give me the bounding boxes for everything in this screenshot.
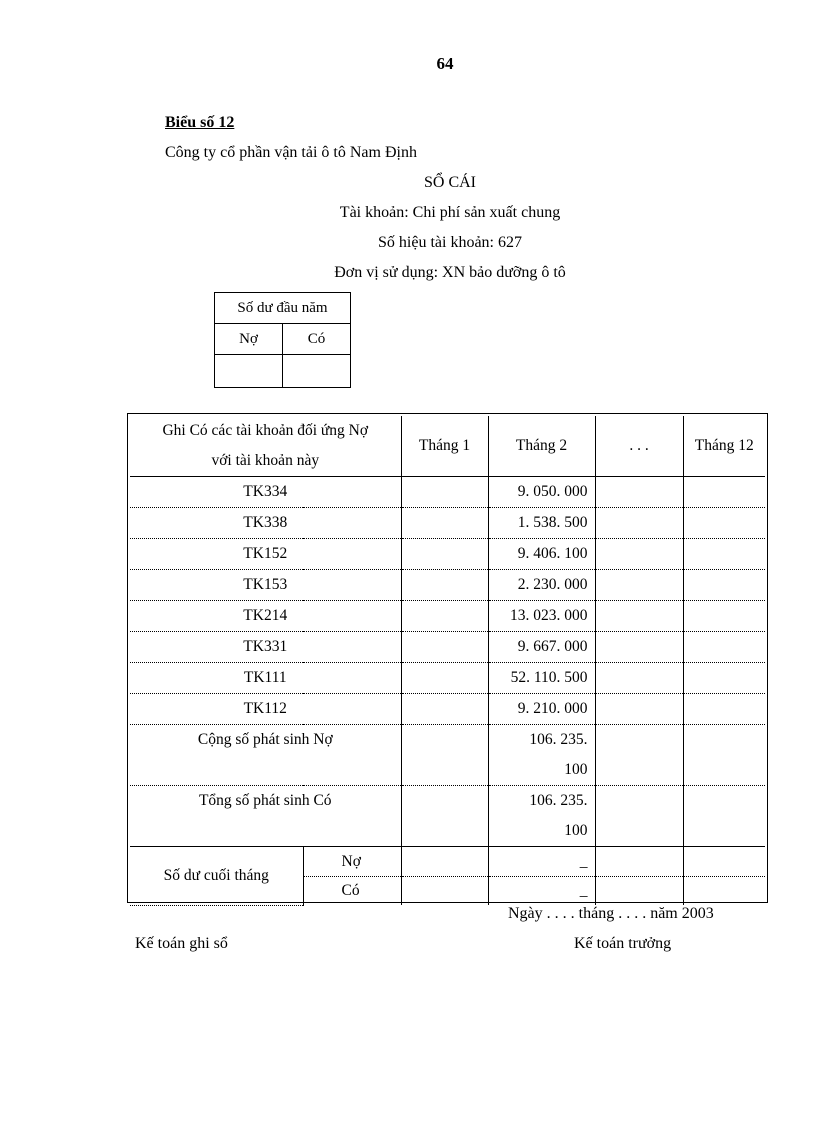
account-number: Số hiệu tài khoản: 627 bbox=[378, 234, 522, 251]
closing-debit-month-12 bbox=[683, 847, 765, 877]
row-month-1 bbox=[401, 570, 488, 601]
row-ellipsis bbox=[595, 663, 683, 694]
row-ellipsis bbox=[595, 477, 683, 508]
row-ellipsis bbox=[595, 508, 683, 539]
total-credit-line2: 100 bbox=[564, 822, 588, 839]
row-account: TK338 bbox=[130, 508, 401, 539]
ledger-header-line2: với tài khoản này bbox=[211, 452, 320, 469]
row-month-2: 2. 230. 000 bbox=[488, 570, 595, 601]
row-month-12 bbox=[683, 694, 765, 725]
row-month-2: 9. 050. 000 bbox=[488, 477, 595, 508]
closing-debit-label: Nợ bbox=[303, 847, 401, 877]
col-header-ellipsis: . . . bbox=[595, 416, 683, 477]
row-month-1 bbox=[401, 694, 488, 725]
row-account: TK153 bbox=[130, 570, 401, 601]
row-month-12 bbox=[683, 570, 765, 601]
table-row bbox=[130, 570, 765, 601]
row-ellipsis bbox=[595, 539, 683, 570]
row-ellipsis bbox=[595, 601, 683, 632]
ledger-title: SỔ CÁI bbox=[423, 174, 476, 191]
row-account: TK111 bbox=[130, 663, 401, 694]
table-row bbox=[130, 663, 765, 694]
form-label: Biểu số 12 bbox=[165, 114, 235, 131]
row-month-2: 52. 110. 500 bbox=[488, 663, 595, 694]
opening-debit-header: Nợ bbox=[215, 324, 283, 355]
row-month-12 bbox=[683, 663, 765, 694]
row-month-2: 9. 406. 100 bbox=[488, 539, 595, 570]
date-line: Ngày . . . . tháng . . . . năm 2003 bbox=[508, 905, 714, 922]
row-month-2: 1. 538. 500 bbox=[488, 508, 595, 539]
table-row bbox=[130, 601, 765, 632]
row-month-1 bbox=[401, 601, 488, 632]
row-ellipsis bbox=[595, 570, 683, 601]
ledger-table-frame bbox=[127, 413, 768, 903]
closing-credit-label: Có bbox=[303, 877, 401, 906]
row-month-12 bbox=[683, 632, 765, 663]
closing-credit-month-1 bbox=[401, 877, 488, 906]
table-row bbox=[130, 477, 765, 508]
ledger-header-line1: Ghi Có các tài khoản đối ứng Nợ bbox=[162, 422, 369, 439]
total-credit-line1: 106. 235. bbox=[529, 792, 588, 809]
closing-credit-ellipsis bbox=[595, 877, 683, 906]
row-month-2: 9. 210. 000 bbox=[488, 694, 595, 725]
closing-debit-row bbox=[130, 847, 765, 877]
signature-bookkeeper: Kế toán ghi sổ bbox=[135, 935, 228, 952]
opening-balance-header: Số dư đầu năm bbox=[215, 293, 351, 324]
row-month-1 bbox=[401, 539, 488, 570]
row-month-2: 13. 023. 000 bbox=[488, 601, 595, 632]
ledger-table bbox=[130, 416, 765, 906]
row-month-1 bbox=[401, 477, 488, 508]
ledger-header-row bbox=[130, 416, 765, 477]
table-row bbox=[130, 694, 765, 725]
row-account: TK331 bbox=[130, 632, 401, 663]
total-credit-month-2 bbox=[488, 786, 595, 847]
total-debit-row bbox=[130, 725, 765, 786]
row-ellipsis bbox=[595, 694, 683, 725]
row-account: TK152 bbox=[130, 539, 401, 570]
total-debit-line1: 106. 235. bbox=[529, 731, 588, 748]
total-credit-month-1 bbox=[401, 786, 488, 847]
col-header-month-2: Tháng 2 bbox=[488, 416, 595, 477]
closing-balance-label: Số dư cuối tháng bbox=[130, 847, 303, 906]
col-header-month-1: Tháng 1 bbox=[401, 416, 488, 477]
total-credit-row bbox=[130, 786, 765, 847]
company-name: Công ty cổ phần vận tải ô tô Nam Định bbox=[165, 144, 417, 161]
closing-debit-month-2: _ bbox=[488, 847, 595, 877]
total-debit-ellipsis bbox=[595, 725, 683, 786]
total-debit-label: Cộng số phát sinh Nợ bbox=[130, 725, 401, 786]
opening-credit-value bbox=[283, 355, 351, 388]
account-name: Tài khoản: Chi phí sản xuất chung bbox=[339, 204, 561, 221]
table-row bbox=[130, 508, 765, 539]
total-credit-month-12 bbox=[683, 786, 765, 847]
total-debit-month-12 bbox=[683, 725, 765, 786]
row-month-12 bbox=[683, 508, 765, 539]
row-month-12 bbox=[683, 601, 765, 632]
total-debit-month-1 bbox=[401, 725, 488, 786]
row-month-1 bbox=[401, 508, 488, 539]
row-month-1 bbox=[401, 663, 488, 694]
opening-balance-table bbox=[214, 292, 351, 388]
closing-credit-month-12 bbox=[683, 877, 765, 906]
page-number: 64 bbox=[436, 54, 454, 73]
closing-debit-month-1 bbox=[401, 847, 488, 877]
using-unit: Đơn vị sử dụng: XN bảo dưỡng ô tô bbox=[334, 264, 566, 281]
total-debit-month-2 bbox=[488, 725, 595, 786]
opening-debit-value bbox=[215, 355, 283, 388]
ledger-header-account bbox=[130, 416, 401, 477]
total-debit-line2: 100 bbox=[564, 761, 588, 778]
row-month-12 bbox=[683, 477, 765, 508]
total-credit-ellipsis bbox=[595, 786, 683, 847]
opening-credit-header: Có bbox=[283, 324, 351, 355]
row-month-2: 9. 667. 000 bbox=[488, 632, 595, 663]
row-account: TK112 bbox=[130, 694, 401, 725]
table-row bbox=[130, 539, 765, 570]
table-row bbox=[130, 632, 765, 663]
signature-chief-accountant: Kế toán trưởng bbox=[574, 935, 672, 952]
closing-debit-ellipsis bbox=[595, 847, 683, 877]
total-credit-label: Tổng số phát sinh Có bbox=[130, 786, 401, 847]
row-ellipsis bbox=[595, 632, 683, 663]
row-month-1 bbox=[401, 632, 488, 663]
row-account: TK214 bbox=[130, 601, 401, 632]
row-month-12 bbox=[683, 539, 765, 570]
row-account: TK334 bbox=[130, 477, 401, 508]
col-header-month-12: Tháng 12 bbox=[683, 416, 765, 477]
closing-credit-month-2: _ bbox=[488, 877, 595, 906]
